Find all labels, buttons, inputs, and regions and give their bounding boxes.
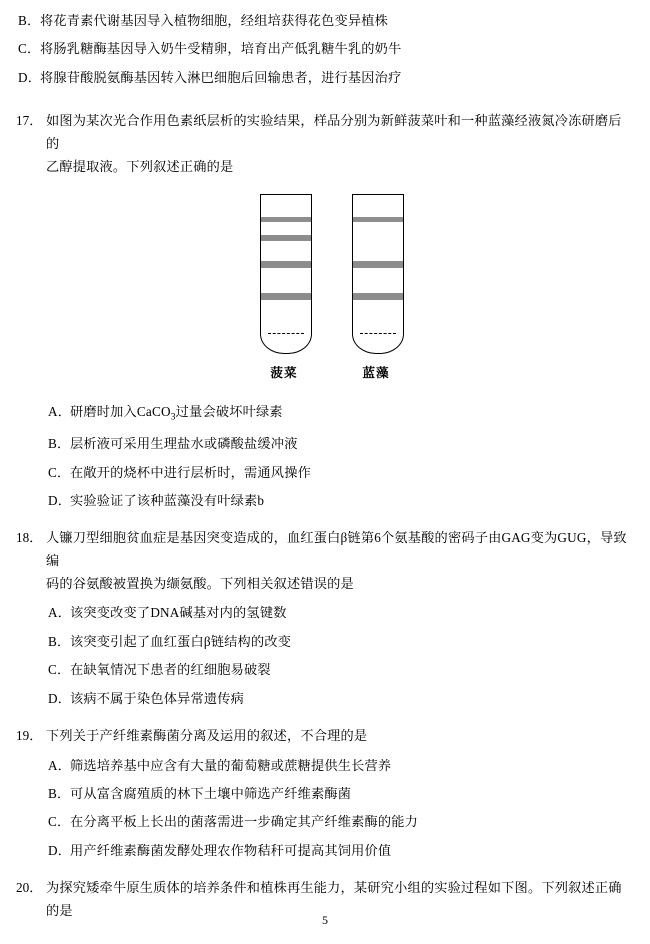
option-text: 实验验证了该种蓝藻没有叶绿素b [70, 493, 265, 508]
question-number: 19． [16, 727, 43, 743]
option-item [46, 602, 634, 623]
option-text: 在敞开的烧杯中进行层析时，需通风操作 [70, 464, 311, 480]
tube-label-cyanobacteria: 蓝藻 [362, 366, 390, 381]
option-item [16, 67, 634, 88]
option-label: D． [48, 842, 72, 858]
tube-label-spinach: 菠菜 [270, 366, 298, 381]
question-18 [16, 527, 634, 709]
option-label: B． [48, 633, 71, 649]
tube-spinach [260, 194, 312, 354]
option-text: 该突变引起了血红蛋白β链结构的改变 [70, 633, 292, 649]
question-number: 17． [16, 113, 43, 129]
option-text: 在缺氧情况下患者的红细胞易破裂 [70, 662, 271, 678]
option-text: 在分离平板上长出的菌落需进一步确定其产纤维素酶的能力 [70, 814, 419, 830]
solvent-front-line [360, 333, 396, 334]
option-label: C． [18, 41, 41, 57]
option-text-after: 过量会破坏叶绿素 [175, 404, 283, 420]
option-item [46, 755, 634, 776]
stem-line: 下列关于产纤维素酶菌分离及运用的叙述，不合理的是 [46, 727, 368, 743]
option-text-before: 研磨时加入CaCO [70, 404, 171, 420]
question-19 [16, 725, 634, 861]
stem-line: 乙醇提取液。下列叙述正确的是 [46, 158, 234, 174]
option-item [46, 401, 634, 426]
option-text: 筛选培养基中应含有大量的葡萄糖或蔗糖提供生长营养 [70, 757, 392, 773]
pigment-band [260, 235, 312, 241]
continued-options-group [16, 10, 634, 88]
option-label: A． [48, 757, 72, 773]
options-18 [46, 602, 634, 709]
option-label: C． [48, 464, 71, 480]
option-label: A． [48, 605, 72, 621]
options-19 [46, 755, 634, 862]
stem-line: 为探究矮牵牛原生质体的培养条件和植株再生能力，某研究小组的实验过程如下图。下列叙述正确的是 [46, 880, 622, 918]
option-item [46, 433, 634, 454]
option-item [46, 811, 634, 832]
option-label: B． [18, 13, 41, 28]
question-stem [46, 725, 634, 748]
solvent-front-line [268, 333, 304, 334]
chromatography-figure [46, 194, 634, 394]
option-label: D． [48, 493, 72, 508]
question-17 [16, 110, 634, 511]
option-text: 将腺苷酸脱氨酶基因转入淋巴细胞后回输患者，进行基因治疗 [40, 69, 402, 85]
option-item [16, 38, 634, 59]
option-item [46, 490, 634, 511]
option-item [46, 631, 634, 652]
option-label: B． [48, 436, 71, 452]
option-item [46, 840, 634, 861]
question-stem [46, 527, 634, 595]
page-number: 5 [322, 913, 328, 927]
option-text: 该病不属于染色体异常遗传病 [70, 690, 245, 706]
option-text: 可从富含腐殖质的林下土壤中筛选产纤维素酶菌 [70, 786, 352, 802]
option-text: 用产纤维素酶菌发酵处理农作物秸秆可提高其饲用价值 [70, 842, 392, 858]
stem-line: 人镰刀型细胞贫血症是基因突变造成的，血红蛋白β链第6个氨基酸的密码子由GAG变为GUG，导致编 [46, 530, 627, 569]
option-item [46, 462, 634, 483]
option-label: C． [48, 814, 71, 830]
page-content [16, 10, 634, 923]
options-17 [46, 401, 634, 511]
option-label: B． [48, 786, 71, 802]
pigment-band [352, 293, 404, 300]
pigment-band [260, 217, 312, 222]
option-subscript: 3 [170, 412, 176, 423]
stem-line: 码的谷氨酸被置换为缬氨酸。下列相关叙述错误的是 [46, 575, 354, 591]
option-item [46, 783, 634, 804]
option-text: 层析液可采用生理盐水或磷酸盐缓冲液 [70, 436, 298, 452]
option-label: C． [48, 662, 71, 678]
pigment-band [352, 261, 404, 268]
question-number: 20． [16, 880, 43, 896]
option-label: D． [18, 69, 42, 85]
option-label: D． [48, 690, 72, 706]
option-label: A． [48, 404, 72, 420]
option-text: 该突变改变了DNA碱基对内的氢键数 [70, 605, 287, 621]
option-text: 将花青素代谢基因导入植物细胞，经组培获得花色变异植株 [40, 13, 389, 28]
option-item [46, 688, 634, 709]
pigment-band [260, 293, 312, 300]
stem-line: 如图为某次光合作用色素纸层析的实验结果，样品分别为新鲜菠菜叶和一种蓝藻经液氮冷冻研磨后的 [46, 113, 622, 151]
tube-cyanobacteria [352, 194, 404, 354]
tube-pair [260, 194, 420, 381]
question-stem [46, 110, 634, 178]
question-number: 18． [16, 530, 43, 546]
option-item [46, 659, 634, 680]
option-text: 将肠乳糖酶基因导入奶牛受精卵，培育出产低乳糖牛乳的奶牛 [40, 41, 402, 57]
option-item [16, 10, 634, 31]
pigment-band [260, 261, 312, 268]
pigment-band [352, 217, 404, 222]
